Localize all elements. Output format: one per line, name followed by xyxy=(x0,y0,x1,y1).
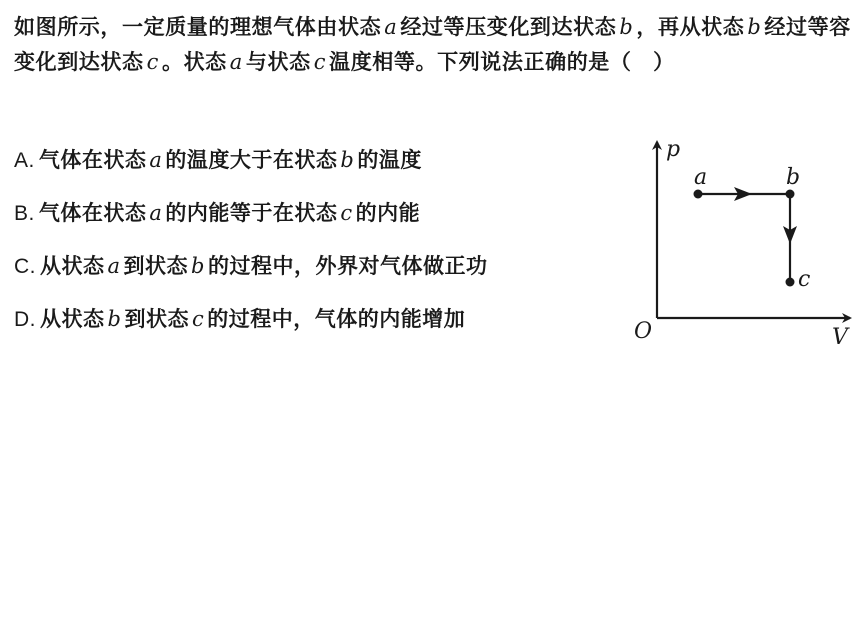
state-symbol: b xyxy=(619,15,634,39)
option-letter: A. xyxy=(14,149,35,172)
state-symbol: b xyxy=(191,254,205,278)
state-symbol: a xyxy=(149,148,163,172)
option-c[interactable] xyxy=(14,251,624,304)
option-d[interactable] xyxy=(14,304,624,357)
text-run: 的温度 xyxy=(357,148,422,172)
option-a[interactable] xyxy=(14,145,624,198)
text-run: 到状态 xyxy=(124,307,189,331)
state-symbol: a xyxy=(149,201,163,225)
state-symbol: b xyxy=(340,148,355,172)
text-run: 气体在状态 xyxy=(38,148,147,172)
option-letter: C. xyxy=(14,255,36,278)
text-run: 的内能等于在状态 xyxy=(165,201,338,225)
text-run: 经过等压变化到达状态 xyxy=(400,15,617,39)
option-text xyxy=(39,148,422,172)
state-symbol: c xyxy=(313,50,327,74)
point-a xyxy=(694,190,703,199)
state-symbol: a xyxy=(107,254,121,278)
text-run: 到状态 xyxy=(123,254,189,278)
state-symbol: c xyxy=(191,307,205,331)
text-run: 与状态 xyxy=(245,50,311,74)
option-text xyxy=(39,201,420,225)
state-symbol: c xyxy=(340,201,353,225)
option-text xyxy=(40,254,487,278)
question-stem xyxy=(14,10,852,80)
option-letter: B. xyxy=(14,202,35,225)
option-letter: D. xyxy=(14,308,36,331)
text-run: 的温度大于在状态 xyxy=(165,148,338,172)
point-c-label: c xyxy=(798,267,811,292)
text-run: 的内能 xyxy=(355,201,421,225)
text-run: 从状态 xyxy=(40,307,105,331)
text-run: ，再从状态 xyxy=(636,15,745,39)
x-axis-label: V xyxy=(832,325,848,350)
state-symbol: a xyxy=(384,15,398,39)
state-symbol: c xyxy=(146,50,159,74)
option-text xyxy=(40,307,465,331)
state-symbol: a xyxy=(229,50,243,74)
text-run: 的过程中，外界对气体做正功 xyxy=(207,254,488,278)
text-run: 气体在状态 xyxy=(38,201,147,225)
pv-diagram xyxy=(628,132,858,352)
state-symbol: b xyxy=(747,15,762,39)
text-run: 从状态 xyxy=(40,254,105,278)
option-b[interactable] xyxy=(14,198,624,251)
point-b-label: b xyxy=(786,165,801,190)
text-run: 温度相等。下列说法正确的是（ ） xyxy=(329,50,675,74)
text-run: 。状态 xyxy=(161,50,227,74)
y-axis-label: p xyxy=(666,137,681,162)
state-symbol: b xyxy=(107,307,122,331)
text-run: 经过等容变化到达状态 xyxy=(14,15,851,74)
text-run: 如图所示，一定质量的理想气体由状态 xyxy=(14,15,382,39)
origin-label: O xyxy=(634,319,653,344)
point-c xyxy=(786,278,795,287)
answer-options xyxy=(14,145,624,357)
text-run: 的过程中，气体的内能增加 xyxy=(207,307,466,331)
point-a-label: a xyxy=(694,165,708,190)
point-b xyxy=(786,190,795,199)
